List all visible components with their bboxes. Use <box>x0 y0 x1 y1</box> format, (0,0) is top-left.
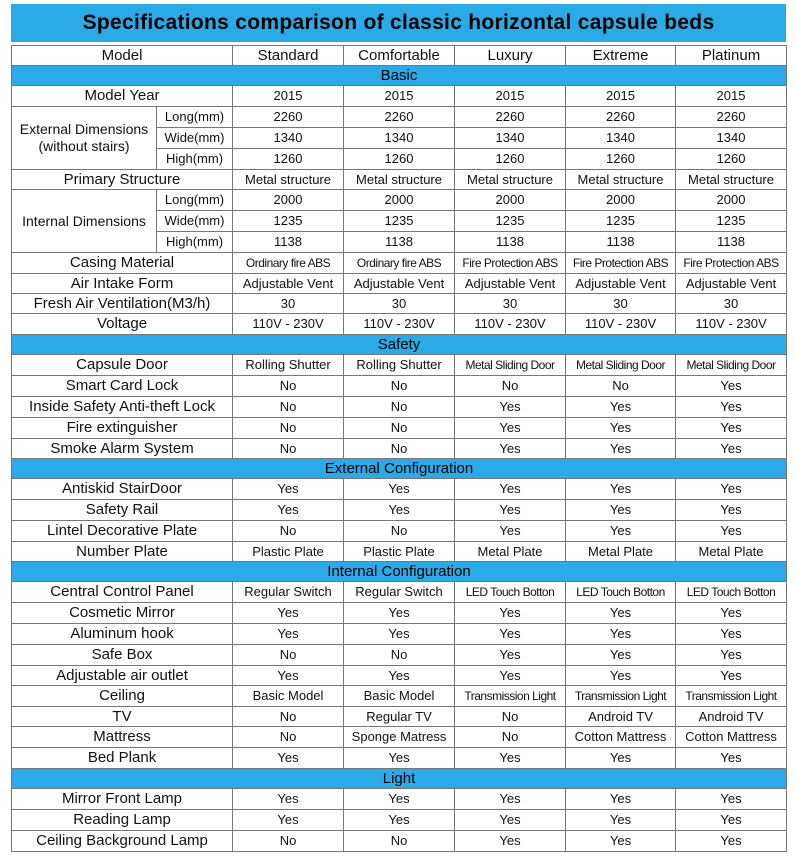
table-cell: Yes <box>455 810 566 831</box>
table-row <box>12 748 787 769</box>
table-cell: Yes <box>344 479 455 500</box>
table-cell: Yes <box>676 831 787 852</box>
table-row <box>12 294 787 314</box>
table-cell: No <box>233 439 344 459</box>
table-cell: No <box>344 831 455 852</box>
table-cell: LED Touch Botton <box>455 582 566 603</box>
row-label: Aluminum hook <box>12 624 233 645</box>
row-label: Primary Structure <box>12 170 233 190</box>
table-cell: Yes <box>676 479 787 500</box>
section-row <box>12 335 787 355</box>
row-label: Safe Box <box>12 645 233 666</box>
table-cell: Yes <box>344 810 455 831</box>
row-sublabel: Wide(mm) <box>157 128 233 149</box>
table-cell: No <box>344 521 455 542</box>
table-cell: Yes <box>566 624 676 645</box>
table-cell: 1235 <box>455 211 566 232</box>
table-cell: No <box>233 521 344 542</box>
table-cell: 1138 <box>455 232 566 253</box>
row-label: Air Intake Form <box>12 274 233 294</box>
table-cell: Yes <box>676 376 787 397</box>
table-cell: Yes <box>233 666 344 686</box>
table-cell: Yes <box>455 521 566 542</box>
table-row <box>12 521 787 542</box>
table-cell: No <box>233 707 344 727</box>
table-row <box>12 397 787 418</box>
table-cell: No <box>233 645 344 666</box>
table-cell: Transmission Light <box>676 686 787 707</box>
table-cell: Yes <box>455 748 566 769</box>
table-cell: 1260 <box>455 149 566 170</box>
table-cell: Yes <box>566 418 676 439</box>
table-cell: Yes <box>566 748 676 769</box>
row-label: Reading Lamp <box>12 810 233 831</box>
table-cell: Yes <box>566 666 676 686</box>
row-label: Safety Rail <box>12 500 233 521</box>
table-cell: Yes <box>233 624 344 645</box>
table-cell: No <box>455 727 566 748</box>
column-header: Luxury <box>455 46 566 66</box>
table-cell: Ordinary fire ABS <box>344 253 455 274</box>
row-label: Bed Plank <box>12 748 233 769</box>
table-cell: Yes <box>233 603 344 624</box>
table-row <box>12 253 787 274</box>
table-row <box>12 107 787 128</box>
table-cell: Sponge Matress <box>344 727 455 748</box>
row-sublabel: Long(mm) <box>157 190 233 211</box>
table-cell: Metal Plate <box>455 542 566 562</box>
table-cell: 110V - 230V <box>676 314 787 335</box>
table-cell: No <box>566 376 676 397</box>
table-row <box>12 190 787 211</box>
table-cell: Yes <box>566 603 676 624</box>
row-label: Smoke Alarm System <box>12 439 233 459</box>
table-cell: No <box>233 418 344 439</box>
table-cell: Plastic Plate <box>233 542 344 562</box>
table-cell: 1260 <box>566 149 676 170</box>
table-cell: Yes <box>344 624 455 645</box>
row-label: Antiskid StairDoor <box>12 479 233 500</box>
table-cell: No <box>455 376 566 397</box>
table-cell: Yes <box>455 418 566 439</box>
table-row <box>12 666 787 686</box>
table-cell: Adjustable Vent <box>676 274 787 294</box>
row-label: Model Year <box>12 86 233 107</box>
table-cell: 1340 <box>676 128 787 149</box>
row-label: Voltage <box>12 314 233 335</box>
table-row <box>12 479 787 500</box>
table-cell: No <box>344 439 455 459</box>
table-cell: Yes <box>676 810 787 831</box>
table-cell: Yes <box>344 666 455 686</box>
spec-table <box>11 45 787 852</box>
table-cell: Transmission Light <box>455 686 566 707</box>
table-cell: No <box>344 376 455 397</box>
table-cell: No <box>233 397 344 418</box>
table-row <box>12 831 787 852</box>
table-cell: 1340 <box>566 128 676 149</box>
table-cell: Android TV <box>566 707 676 727</box>
table-cell: No <box>455 707 566 727</box>
table-cell: Basic Model <box>233 686 344 707</box>
table-cell: 2260 <box>344 107 455 128</box>
section-row <box>12 66 787 86</box>
table-cell: Yes <box>566 521 676 542</box>
row-label: TV <box>12 707 233 727</box>
table-cell: Fire Protection ABS <box>566 253 676 274</box>
row-label: Ceiling Background Lamp <box>12 831 233 852</box>
row-label: Fire extinguisher <box>12 418 233 439</box>
table-row <box>12 355 787 376</box>
column-header: Model <box>12 46 233 66</box>
table-cell: Yes <box>344 789 455 810</box>
table-row <box>12 500 787 521</box>
table-cell: 1260 <box>344 149 455 170</box>
table-cell: Regular Switch <box>233 582 344 603</box>
table-cell: No <box>233 831 344 852</box>
row-label: Adjustable air outlet <box>12 666 233 686</box>
table-cell: Regular Switch <box>344 582 455 603</box>
row-sublabel: High(mm) <box>157 149 233 170</box>
table-cell: 1138 <box>233 232 344 253</box>
table-cell: Yes <box>233 810 344 831</box>
table-cell: 1235 <box>566 211 676 232</box>
table-cell: Yes <box>455 624 566 645</box>
table-cell: 2015 <box>344 86 455 107</box>
table-cell: 1235 <box>233 211 344 232</box>
table-row <box>12 727 787 748</box>
table-cell: Metal structure <box>455 170 566 190</box>
table-cell: Yes <box>566 500 676 521</box>
table-cell: Metal Sliding Door <box>455 355 566 376</box>
table-cell: LED Touch Botton <box>566 582 676 603</box>
table-cell: 1340 <box>233 128 344 149</box>
row-sublabel: Wide(mm) <box>157 211 233 232</box>
table-cell: Rolling Shutter <box>233 355 344 376</box>
table-row <box>12 603 787 624</box>
table-cell: Yes <box>455 603 566 624</box>
table-cell: Metal structure <box>233 170 344 190</box>
table-cell: Yes <box>455 831 566 852</box>
table-cell: 30 <box>344 294 455 314</box>
row-group-label: External Dimensions (without stairs) <box>12 107 157 170</box>
section-title: Safety <box>12 335 787 355</box>
table-cell: No <box>344 645 455 666</box>
table-cell: Yes <box>455 397 566 418</box>
row-label: Inside Safety Anti-theft Lock <box>12 397 233 418</box>
table-cell: Yes <box>566 439 676 459</box>
column-header: Comfortable <box>344 46 455 66</box>
header-row <box>12 46 787 66</box>
row-label: Ceiling <box>12 686 233 707</box>
table-cell: Yes <box>676 789 787 810</box>
table-cell: No <box>344 418 455 439</box>
table-cell: Metal Sliding Door <box>676 355 787 376</box>
table-cell: Metal Sliding Door <box>566 355 676 376</box>
row-label: Mattress <box>12 727 233 748</box>
row-group-label: Internal Dimensions <box>12 190 157 253</box>
table-cell: Yes <box>344 748 455 769</box>
table-cell: Yes <box>455 666 566 686</box>
table-cell: Yes <box>676 666 787 686</box>
table-cell: 2000 <box>344 190 455 211</box>
table-cell: Yes <box>676 603 787 624</box>
table-cell: 2015 <box>676 86 787 107</box>
table-row <box>12 645 787 666</box>
table-cell: Rolling Shutter <box>344 355 455 376</box>
table-cell: Yes <box>455 789 566 810</box>
table-cell: LED Touch Botton <box>676 582 787 603</box>
table-row <box>12 707 787 727</box>
section-title: Internal Configuration <box>12 562 787 582</box>
table-cell: Yes <box>455 500 566 521</box>
section-title: External Configuration <box>12 459 787 479</box>
table-cell: Yes <box>676 645 787 666</box>
table-cell: Fire Protection ABS <box>455 253 566 274</box>
table-cell: 1235 <box>344 211 455 232</box>
table-cell: Metal structure <box>344 170 455 190</box>
table-row <box>12 376 787 397</box>
table-row <box>12 439 787 459</box>
row-label: Central Control Panel <box>12 582 233 603</box>
row-label: Mirror Front Lamp <box>12 789 233 810</box>
table-cell: 110V - 230V <box>233 314 344 335</box>
row-sublabel: Long(mm) <box>157 107 233 128</box>
table-cell: 1138 <box>344 232 455 253</box>
table-cell: Yes <box>676 418 787 439</box>
table-cell: 30 <box>233 294 344 314</box>
table-row <box>12 170 787 190</box>
table-cell: 2260 <box>233 107 344 128</box>
table-cell: Adjustable Vent <box>566 274 676 294</box>
table-cell: Yes <box>233 789 344 810</box>
table-cell: Regular TV <box>344 707 455 727</box>
table-cell: 2015 <box>455 86 566 107</box>
table-cell: Yes <box>676 521 787 542</box>
row-label: Capsule Door <box>12 355 233 376</box>
table-cell: 110V - 230V <box>455 314 566 335</box>
section-title: Basic <box>12 66 787 86</box>
table-cell: Metal structure <box>566 170 676 190</box>
table-cell: Yes <box>566 789 676 810</box>
row-label: Number Plate <box>12 542 233 562</box>
row-label: Smart Card Lock <box>12 376 233 397</box>
table-cell: 2015 <box>233 86 344 107</box>
table-cell: 1340 <box>344 128 455 149</box>
table-cell: Basic Model <box>344 686 455 707</box>
section-row <box>12 562 787 582</box>
table-cell: Yes <box>676 748 787 769</box>
table-row <box>12 810 787 831</box>
row-label: Cosmetic Mirror <box>12 603 233 624</box>
table-cell: Fire Protection ABS <box>676 253 787 274</box>
table-cell: Yes <box>455 479 566 500</box>
table-row <box>12 789 787 810</box>
table-cell: Yes <box>676 397 787 418</box>
table-cell: Plastic Plate <box>344 542 455 562</box>
section-title: Light <box>12 769 787 789</box>
table-cell: Cotton Mattress <box>566 727 676 748</box>
table-cell: Yes <box>455 439 566 459</box>
table-cell: No <box>344 397 455 418</box>
table-row <box>12 624 787 645</box>
table-cell: 1138 <box>566 232 676 253</box>
column-header: Platinum <box>676 46 787 66</box>
row-label: Casing Material <box>12 253 233 274</box>
column-header: Standard <box>233 46 344 66</box>
table-cell: 2015 <box>566 86 676 107</box>
table-cell: Yes <box>676 624 787 645</box>
table-row <box>12 86 787 107</box>
row-label: Fresh Air Ventilation(M3/h) <box>12 294 233 314</box>
table-cell: Yes <box>566 810 676 831</box>
table-cell: Yes <box>676 500 787 521</box>
table-row <box>12 686 787 707</box>
table-cell: 1340 <box>455 128 566 149</box>
table-cell: 1235 <box>676 211 787 232</box>
table-row <box>12 274 787 294</box>
table-cell: 2260 <box>566 107 676 128</box>
table-cell: Yes <box>566 479 676 500</box>
table-row <box>12 418 787 439</box>
table-cell: Adjustable Vent <box>233 274 344 294</box>
section-row <box>12 459 787 479</box>
table-row <box>12 314 787 335</box>
table-cell: Ordinary fire ABS <box>233 253 344 274</box>
table-cell: 30 <box>676 294 787 314</box>
table-cell: 1138 <box>676 232 787 253</box>
table-cell: Yes <box>344 603 455 624</box>
table-cell: Yes <box>676 439 787 459</box>
table-cell: Android TV <box>676 707 787 727</box>
table-cell: 110V - 230V <box>344 314 455 335</box>
row-sublabel: High(mm) <box>157 232 233 253</box>
table-cell: Yes <box>233 479 344 500</box>
table-cell: Yes <box>233 500 344 521</box>
table-row <box>12 582 787 603</box>
table-cell: 30 <box>566 294 676 314</box>
table-cell: Transmission Light <box>566 686 676 707</box>
table-cell: 1260 <box>676 149 787 170</box>
table-cell: Adjustable Vent <box>344 274 455 294</box>
table-cell: 2000 <box>233 190 344 211</box>
table-cell: Metal Plate <box>566 542 676 562</box>
table-cell: Adjustable Vent <box>455 274 566 294</box>
table-cell: 2260 <box>676 107 787 128</box>
table-cell: Metal Plate <box>676 542 787 562</box>
table-cell: Yes <box>566 397 676 418</box>
table-cell: Yes <box>566 645 676 666</box>
page-title: Specifications comparison of classic horizontal capsule beds <box>11 4 786 42</box>
table-row <box>12 542 787 562</box>
table-cell: Yes <box>344 500 455 521</box>
column-header: Extreme <box>566 46 676 66</box>
table-cell: Metal structure <box>676 170 787 190</box>
table-cell: 2000 <box>566 190 676 211</box>
section-row <box>12 769 787 789</box>
table-cell: 2000 <box>676 190 787 211</box>
table-cell: No <box>233 376 344 397</box>
table-cell: Yes <box>455 645 566 666</box>
row-label: Lintel Decorative Plate <box>12 521 233 542</box>
table-cell: Yes <box>566 831 676 852</box>
table-cell: Cotton Mattress <box>676 727 787 748</box>
table-cell: No <box>233 727 344 748</box>
table-cell: 30 <box>455 294 566 314</box>
table-cell: 2000 <box>455 190 566 211</box>
table-cell: Yes <box>233 748 344 769</box>
table-cell: 2260 <box>455 107 566 128</box>
table-cell: 1260 <box>233 149 344 170</box>
table-cell: 110V - 230V <box>566 314 676 335</box>
